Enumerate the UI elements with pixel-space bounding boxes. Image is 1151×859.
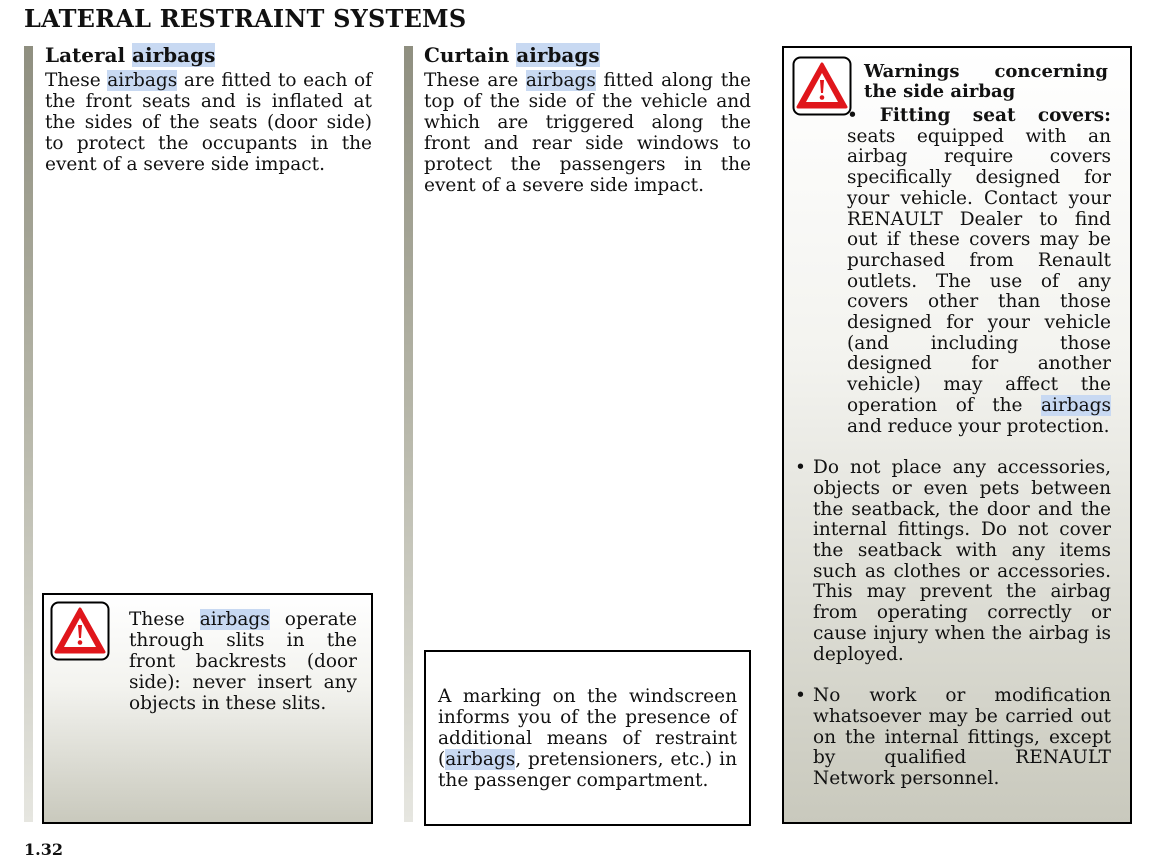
seat-covers-label: Fitting seat covers: bbox=[879, 105, 1111, 126]
section-bar-curtain bbox=[404, 46, 413, 822]
lateral-airbags-text: These airbags are fitted to each of the front seats and is inflated at the sides of the seats (door side) to protect the occupants in the event of a severe side impact. bbox=[45, 70, 372, 175]
lateral-warning-box bbox=[42, 593, 373, 824]
bullet: • bbox=[795, 457, 806, 479]
lateral-warning-text: These airbags operate through slits in the front backrests (door side): never insert any objects in these slits. bbox=[129, 609, 357, 714]
page-title: LATERAL RESTRAINT SYSTEMS bbox=[24, 4, 467, 33]
section-bar-lateral bbox=[24, 46, 33, 822]
page-number: 1.32 bbox=[24, 840, 63, 859]
list-item: • No work or modification whatsoever may be carried out on the internal fittings, except by qualified RENAULT Network personnel. bbox=[795, 685, 1111, 790]
lateral-airbags-section bbox=[45, 42, 372, 175]
curtain-airbags-heading: Curtain airbags bbox=[424, 43, 600, 67]
bullet: • bbox=[795, 685, 806, 707]
curtain-airbags-text: These are airbags fitted along the top of the side of the vehicle and which are triggered along the front and rear side windows to protect the passengers in the event of a severe side impact. bbox=[424, 70, 751, 196]
list-item: • Fitting seat covers: seats equipped with an airbag require covers specifically designed for your vehicle. Contact your RENAULT Dealer to find out if these covers may be purchased from Renault outlets. The use of any covers other than those designed for your vehicle (and including those designed for another vehicle) may affect the operation of the airbags and reduce your protection. bbox=[847, 105, 1111, 437]
lateral-airbags-heading: Lateral airbags bbox=[45, 43, 216, 67]
curtain-airbags-section bbox=[424, 42, 751, 196]
side-warning-list bbox=[795, 106, 1111, 790]
windscreen-marking-box bbox=[424, 650, 751, 826]
side-warning-heading: Warnings concerning the side airbag bbox=[864, 61, 1108, 102]
windscreen-marking-text: A marking on the windscreen informs you of the presence of additional means of restraint (airbags, pretensioners, etc.) in the passenger compartment. bbox=[438, 686, 737, 791]
list-item: • Do not place any accessories, objects or even pets between the seatback, the door and the internal fittings. Do not cover the seatback with any items such as clothes or accessories. This may prevent the airbag from operating correctly or cause injury when the airbag is deployed. bbox=[795, 457, 1111, 665]
bullet: • bbox=[847, 105, 858, 126]
side-airbag-warning-box bbox=[782, 46, 1132, 824]
